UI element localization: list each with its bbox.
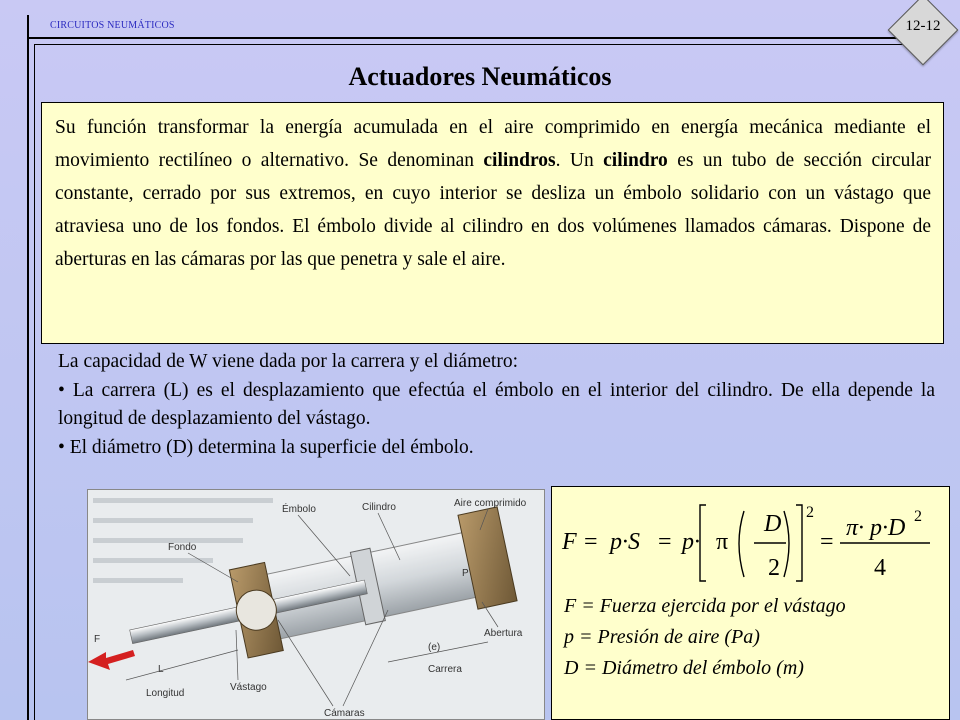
label-embolo: Émbolo [282, 504, 316, 515]
formula-pi: π [716, 529, 729, 555]
label-aire-comprimido: Aire comprimido [454, 498, 527, 509]
label-carrera: Carrera [428, 664, 462, 675]
capacity-intro: La capacidad de W viene dada por la carrera y el diámetro: [58, 351, 518, 372]
cylinder-drawing [88, 490, 545, 720]
intro-text-a: Su función transformar la energía acumulada en el aire comprimido en energía mecánica mediante el movimiento rectilíneo o alternativo. Se denominan [55, 117, 931, 171]
intro-paragraph [55, 111, 931, 276]
legend-pressure: p = Presión de aire (Pa) [564, 626, 760, 648]
formula-exp-2: 2 [806, 504, 814, 521]
label-l: L [158, 664, 164, 675]
intro-text-b: . Un [555, 150, 604, 171]
formula-two: 2 [768, 555, 780, 581]
formula-num-exp-2: 2 [914, 508, 922, 525]
formula-four: 4 [874, 555, 886, 581]
label-longitud: Longitud [146, 688, 185, 699]
capacity-section [58, 348, 935, 462]
legend-diameter: D = Diámetro del émbolo (m) [564, 657, 804, 679]
label-fondo: Fondo [168, 542, 197, 553]
formula-legend [564, 591, 846, 684]
formula-eq-1: = [584, 529, 598, 555]
frame-left-line-outer [27, 15, 29, 720]
capacity-bullet-diametro: • El diámetro (D) determina la superficie del émbolo. [58, 436, 474, 458]
frame-left-line-inner [34, 45, 35, 720]
formula-box [551, 486, 950, 720]
page-badge-number: 12-12 [905, 18, 941, 34]
label-abertura: Abertura [484, 628, 523, 639]
label-cilindro: Cilindro [362, 502, 396, 513]
formula-eq-2: = [658, 529, 672, 555]
intro-bold-cilindro: cilindro [603, 150, 668, 171]
frame-top-line-outer [27, 37, 905, 39]
formula-d: D [764, 511, 782, 537]
frame-top-line-inner [34, 44, 905, 45]
formula-f: F [562, 529, 577, 555]
section-label: CIRCUITOS NEUMÁTICOS [50, 20, 175, 31]
intro-bold-cilindros: cilindros [483, 150, 556, 171]
cylinder-illustration [87, 489, 545, 720]
label-e: (e) [428, 642, 441, 653]
capacity-bullet-carrera: • La carrera (L) es el desplazamiento que efectúa el émbolo en el interior del cilindro. De ella depende la longitud de desplazamiento del vástago. [58, 379, 935, 429]
legend-force: F = Fuerza ejercida por el vástago [564, 595, 846, 617]
formula-ps: p·S [610, 529, 640, 555]
label-p: P [462, 568, 469, 579]
intro-text-c: es un tubo de sección circular constante, cerrado por sus extremos, en cuyo interior se desliza un émbolo solidario con un vástago que atraviesa uno de los fondos. El émbolo divide al cilindro en dos volúmenes llamados cámaras. Dispone de aberturas en las cámaras por las que penetra y sale el aire. [55, 150, 931, 270]
label-f: F [94, 634, 101, 645]
formula-numerator: π· p·D [846, 515, 906, 541]
slide-title: Actuadores Neumáticos [348, 62, 612, 91]
force-formula [558, 491, 938, 591]
label-vastago: Vástago [230, 682, 267, 693]
formula-eq-3: = [820, 529, 834, 555]
intro-text-box [41, 102, 944, 344]
formula-p: p· [682, 529, 700, 555]
label-camaras: Cámaras [324, 708, 365, 719]
